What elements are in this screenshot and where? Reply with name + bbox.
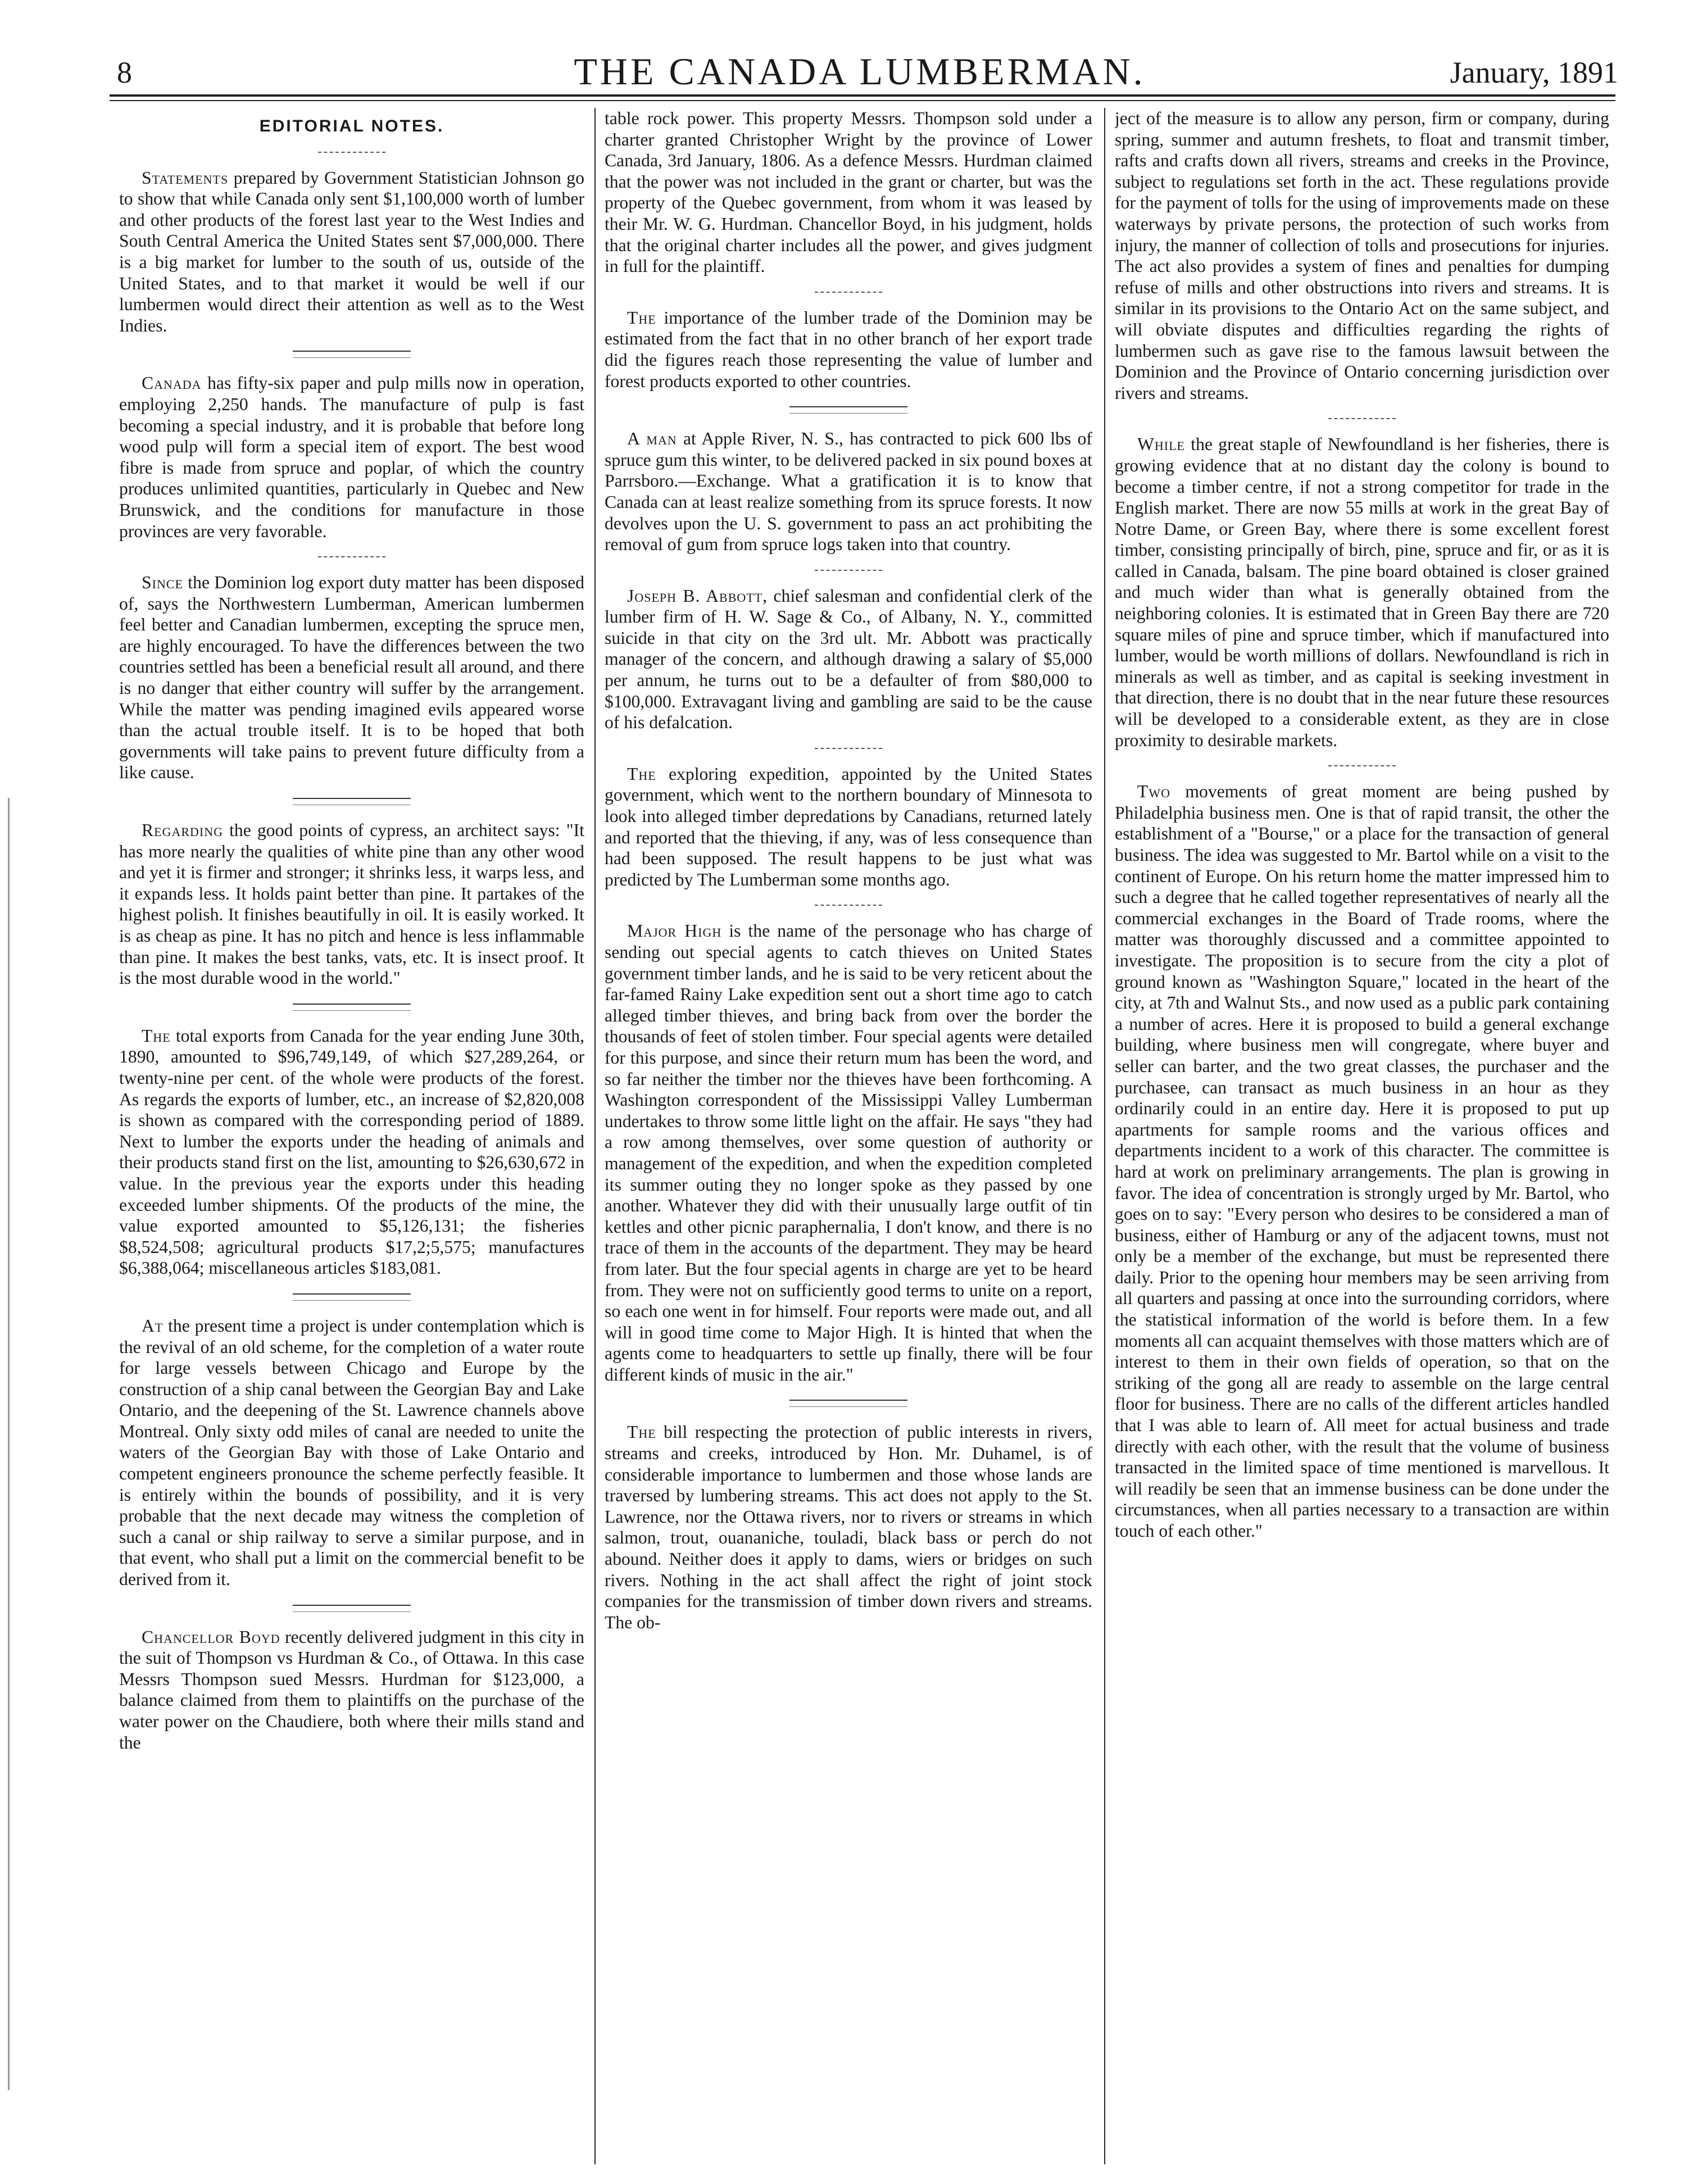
note-text: at Apple River, N. S., has contracted to pick 600 lbs of spruce gum this winter, to be delivered packed in six pound boxes at Parrsboro.—Exchange. What a gratification it is to know that Canada can at least realize something from its spruce forests. It now devolves upon the U. S. government to pass an act prohibiting the removal of gum from spruce logs taken into that country.	[605, 429, 1092, 555]
note-lead: Two	[1137, 782, 1171, 802]
separator	[1328, 765, 1396, 766]
scan-edge	[8, 798, 10, 2090]
note-lead: Chancellor Boyd	[142, 1627, 280, 1647]
masthead-rule-thin	[110, 100, 1615, 101]
note-lead: Canada	[142, 373, 202, 393]
column-2	[605, 108, 1092, 2153]
note-lead: The	[627, 307, 656, 328]
editorial-note	[605, 1422, 1092, 1633]
separator	[1328, 418, 1396, 419]
column-divider	[594, 108, 596, 2164]
separator	[789, 406, 907, 414]
editorial-note	[605, 585, 1092, 733]
editorial-note	[605, 764, 1092, 891]
editorial-note	[119, 373, 584, 542]
note-text: prepared by Government Statistician Johnson go to show that while Canada only sent $1,100,000 worth of lumber and other products of the forest last year to the West Indies and South Central America the United States sent $7,000,000. There is a big market for lumber to the south of us, outside of the United States, and to that market it would be well if our lumbermen would direct their attention as well as to the West Indies.	[119, 167, 584, 335]
section-title: EDITORIAL NOTES.	[259, 117, 444, 135]
note-lead: Regarding	[142, 820, 224, 841]
newspaper-title: THE CANADA LUMBERMAN.	[574, 50, 1146, 93]
separator	[789, 1400, 907, 1407]
issue-date: January, 1891	[1450, 56, 1618, 89]
masthead	[101, 45, 1618, 97]
note-lead: At	[142, 1315, 164, 1336]
note-text: the present time a project is under contemplation which is the revival of an old scheme, for the completion of a water route for large vessels between Chicago and Europe by the construction of a ship canal between the Georgian Bay and Lake Ontario, and the deepening of the St. Lawrence channels above Montreal. Only sixty odd miles of canal are needed to unite the waters of the Georgian Bay with those of Lake Ontario and competent engineers pronounce the scheme perfectly feasible. It is entirely within the bounds of possibility, and it is very probable that the next decade may witness the completion of such a canal or ship railway to serve a similar purpose, and in that event, who shall put a limit on the commercial benefit to be derived from it.	[119, 1315, 584, 1590]
editorial-note-continued	[1115, 108, 1609, 403]
editorial-note	[1115, 434, 1609, 751]
editorial-note	[605, 920, 1092, 1385]
separator	[815, 748, 882, 749]
note-lead: The	[627, 1422, 656, 1442]
note-text: table rock power. This property Messrs. Thompson sold under a charter granted Christopher Wright by the province of Lower Canada, 3rd January, 1806. As a defence Messrs. Hurdman claimed that the power was not included in the grant or charter, but was the property of the Quebec government, from whom it was leased by their Mr. W. G. Hurdman. Chancellor Boyd, in his judgment, holds that the original charter includes all the power, and gives judgment in full for the plaintiff.	[605, 108, 1092, 276]
note-text: the great staple of Newfoundland is her fisheries, there is growing evidence that at no distant day the colony is bound to become a timber centre, if not a strong competitor for trade in the English market. There are now 55 mills at work in the great Bay of Notre Dame, or Green Bay, where there is some excellent forest timber, consisting principally of birch, pine, spruce and fir, or as it is called in Canada, balsam. The pine board obtained is closer grained and much wider than what is generally obtained from the neighboring colonies. It is estimated that in Green Bay there are 720 square miles of pine and spruce timber, which if manufactured into lumber, would be worth millions of dollars. Newfoundland is rich in minerals as well as timber, and as capital is seeking investment in that direction, there is no doubt that in the near future these resources will be developed to a considerable extent, as they are in close proximity to desirable markets.	[1115, 434, 1609, 750]
note-lead: Statements	[142, 167, 229, 188]
column-3	[1115, 108, 1609, 2153]
note-text: recently delivered judgment in this city in the suit of Thompson vs Hurdman & Co., of Ottawa. In this case Messrs Thompson sued Messrs. Hurdman for $123,000, a balance claimed from them to plaintiffs on the purchase of the water power on the Chaudiere, both where their mills stand and the	[119, 1627, 584, 1752]
note-text: ject of the measure is to allow any person, firm or company, during spring, summer and autumn freshets, to float and transmit timber, rafts and crafts down all rivers, streams and creeks in the Province, subject to regulations set forth in the act. These regulations provide for the payment of tolls for the using of improvements made on these waterways by private persons, the protection of such works from injury, the manner of collection of tolls and prosecutions for injuries. The act also provides a system of fines and penalties for dumping refuse of mills and other obstructions into rivers and streams. It is similar in its provisions to the Ontario Act on the same subject, and will obviate disputes and difficulties regarding the rights of lumbermen such as gave rise to the famous lawsuit between the Dominion and the Province of Ontario concerning jurisdiction over rivers and streams.	[1115, 108, 1609, 403]
note-text: total exports from Canada for the year ending June 30th, 1890, amounted to $96,749,149, of which $27,289,264, or twenty-nine per cent. of the whole were products of the forest. As regards the exports of lumber, etc., an increase of $2,820,008 is shown as compared with the corresponding period of 1889. Next to lumber the exports under the heading of animals and their products stand first on the list, amounting to $26,630,672 in value. In the previous year the exports under this heading exceeded lumber shipments. Of the products of the mine, the value exported amounted to $5,126,131; the fisheries $8,524,508; agricultural products $17,2;5,575; manufactures $6,388,064; miscellaneous articles $183,081.	[119, 1025, 584, 1278]
editorial-note	[1115, 781, 1609, 1541]
separator	[293, 798, 411, 805]
note-lead: Major High	[627, 921, 722, 941]
note-lead: Joseph B. Abbott,	[627, 585, 768, 606]
separator	[293, 1605, 411, 1612]
note-text: has fifty-six paper and pulp mills now in operation, employing 2,250 hands. The manufacture of pulp is fast becoming a special industry, and it is probable that before long wood pulp will form a special item of export. The best wood fibre is made from spruce and poplar, of which the country produces unlimited quantities, particularly in Quebec and New Brunswick, and the conditions for manufacture in those provinces are very favorable.	[119, 373, 584, 541]
separator	[815, 905, 882, 906]
editorial-note	[119, 167, 584, 337]
note-lead: The	[142, 1025, 171, 1046]
separator	[293, 1293, 411, 1301]
separator	[318, 556, 385, 557]
note-text: bill respecting the protection of public interests in rivers, streams and creeks, introduced by Hon. Mr. Duhamel, is of considerable importance to lumbermen and those whose lands are traversed by lumbering streams. This act does not apply to the St. Lawrence, nor the Ottawa rivers, nor to rivers or streams in which salmon, trout, ouananiche, touladi, black bass or perch do not abound. Neither does it apply to dams, wiers or bridges on such rivers. Nothing in the act shall affect the right of joint stock companies for the transmission of timber down rivers and streams. The ob-	[605, 1422, 1092, 1632]
note-text: importance of the lumber trade of the Dominion may be estimated from the fact that in no other branch of her export trade did the figures reach those representing the value of lumber and forest products exported to other countries.	[605, 307, 1092, 391]
masthead-rule	[110, 94, 1615, 97]
separator	[293, 1004, 411, 1011]
note-text: is the name of the personage who has charge of sending out special agents to catch thieves on United States government timber lands, and he is said to be very reticent about the far-famed Rainy Lake expedition sent out a short time ago to catch alleged timber thieves, and bring back from over the border the thousands of feet of stolen timber. Four special agents were detailed for this purpose, and since their return mum has been the word, and so far neither the timber nor the thieves have been forthcoming. A Washington correspondent of the Mississippi Valley Lumberman undertakes to throw some little light on the affair. He says "they had a row among themselves, over some question of authority or management of the expedition, and when the expedition completed its summer outing they no longer spoke as they passed by one another. Whatever they did with their unusually large outfit of tin kettles and other picnic paraphernalia, I don't know, and there is no trace of them in the accounts of the department. They may be heard from later. But the four special agents in charge are yet to be heard from. They were not on sufficiently good terms to unite on a report, so each one went in for himself. Four reports were made out, and all will in good time come to Major High. It is hinted that when the agents come to headquarters to settle up finally, there will be four different kinds of music in the air."	[605, 921, 1092, 1384]
separator	[318, 152, 385, 153]
note-text: exploring expedition, appointed by the United States government, which went to the northern boundary of Minnesota to look into alleged timber depredations by Canadians, returned lately and reported that the thieving, if any, was of less consequence than had been supposed. The result happens to be just what was predicted by The Lumberman some months ago.	[605, 764, 1092, 889]
note-lead: While	[1137, 434, 1185, 455]
editorial-note	[119, 1315, 584, 1590]
note-text: the good points of cypress, an architect says: "It has more nearly the qualities of white pine than any other wood and yet it is firmer and stronger; it shrinks less, it warps less, and it expands less. It holds paint better than pine. It partakes of the highest polish. It finishes beautifully in oil. It is easily worked. It is as cheap as pine. It has no pitch and hence is less inflammable than pine. It makes the best tanks, vats, etc. It is insect proof. It is the most durable wood in the world."	[119, 820, 584, 988]
editorial-note	[605, 428, 1092, 555]
separator	[293, 351, 411, 358]
note-lead: Since	[142, 573, 183, 593]
separator	[815, 292, 882, 293]
editorial-note	[119, 1627, 584, 1754]
editorial-note	[119, 820, 584, 989]
separator	[815, 570, 882, 571]
editorial-note	[119, 1025, 584, 1279]
column-divider	[1104, 108, 1105, 2164]
column-1	[119, 108, 584, 2153]
note-text: the Dominion log export duty matter has been disposed of, says the Northwestern Lumberman, American lumbermen feel better and Canadian lumbermen, excepting the spruce men, are highly encouraged. To have the differences between the two countries settled has been a beneficial result all around, and there is no danger that either country will suffer by the arrangement. While the matter was pending imagined evils appeared worse than the actual trouble itself. It is to be hoped that both governments will take pains to prevent future difficulty from a like cause.	[119, 573, 584, 783]
note-lead: The	[627, 764, 656, 784]
editorial-note	[119, 572, 584, 783]
note-lead: A man	[627, 429, 677, 449]
editorial-note-continued	[605, 108, 1092, 277]
note-text: movements of great moment are being pushed by Philadelphia business men. One is that of rapid transit, the other the establishment of a "Bourse," or a place for the transaction of general business. The idea was suggested to Mr. Bartol while on a visit to the continent of Europe. On his return home the matter impressed him to such a degree that he called together representatives of nearly all the commercial exchanges in the Board of Trade rooms, where the matter was thoroughly discussed and a committee appointed to investigate. The proposition is to secure from the city a plot of ground known as "Washington Square," located in the heart of the city, at 7th and Walnut Sts., and now used as a public park containing a number of acres. Here it is proposed to build a general exchange building, where business men will congregate, where buyer and seller can barter, and the two great classes, the purchaser and the purchasee, can transact as much business in an hour as they ordinarily could in an entire day. Here it is proposed to put up apartments for sample rooms and the various offices and departments incident to a work of this character. The committee is hard at work on preliminary arrangements. The plan is growing in favor. The idea of concentration is strongly urged by Mr. Bartol, who goes on to say: "Every person who desires to be considered a man of business, either of Hamburg or any of the adjacent towns, must not only be a member of the exchange, but must be represented there daily. Prior to the opening hour members may be seen arriving from all quarters and passing at once into the surrounding corridors, where the statistical information of the world is before them. In a few moments all can acquaint themselves with those matters which are of interest to them in their own fields of operation, so that on the striking of the gong all are ready to assemble on the large central floor for business. There are no calls of the different articles handled that I was able to learn of. All meet for actual business and trade directly with each other, with the result that the volume of business transacted in the limited space of time mentioned is marvellous. It will readily be seen that an immense business can be done under the circumstances, when all parties necessary to a transaction are within touch of each other."	[1115, 782, 1609, 1541]
note-text: chief salesman and confidential clerk of the lumber firm of H. W. Sage & Co., of Albany, N. Y., committed suicide in that city on the 3rd ult. Mr. Abbott was practically manager of the concern, and although drawing a salary of $5,000 per annum, he turns out to be a defaulter of from $80,000 to $100,000. Extravagant living and gambling are said to be the cause of his defalcation.	[605, 585, 1092, 733]
page-number: 8	[117, 56, 132, 89]
editorial-note	[605, 307, 1092, 392]
